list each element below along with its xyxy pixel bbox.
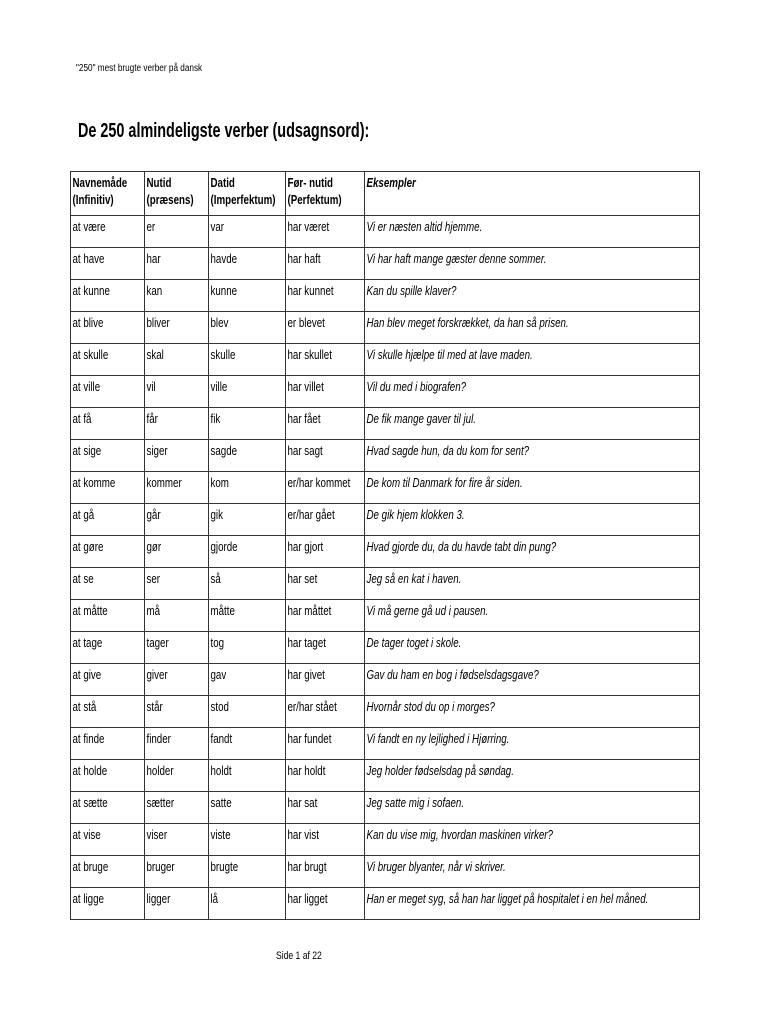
cell-eksempel	[365, 312, 700, 344]
table-row	[71, 440, 700, 472]
cell-nutid-text: er	[146, 219, 156, 234]
table-row	[71, 248, 700, 280]
cell-eksempel-text: Vi skulle hjælpe til med at lave maden.	[366, 347, 533, 362]
page-number: Side 1 af 22	[276, 950, 322, 962]
cell-eksempel-text: Vi må gerne gå ud i pausen.	[366, 603, 489, 618]
cell-infinitiv	[71, 568, 145, 600]
cell-perfektum	[286, 408, 365, 440]
cell-nutid-text: ser	[146, 571, 161, 586]
cell-nutid	[145, 248, 209, 280]
cell-datid	[209, 312, 286, 344]
cell-perfektum-text: har brugt	[287, 859, 327, 874]
cell-datid	[209, 856, 286, 888]
cell-perfektum	[286, 248, 365, 280]
cell-eksempel-text: Kan du spille klaver?	[366, 283, 457, 298]
cell-nutid-text: skal	[146, 347, 164, 362]
table-row	[71, 888, 700, 920]
cell-datid-text: gjorde	[210, 539, 238, 554]
cell-eksempel	[365, 632, 700, 664]
cell-perfektum-text: har fået	[287, 411, 321, 426]
cell-perfektum-text: har taget	[287, 635, 326, 650]
cell-datid-text: fandt	[210, 731, 233, 746]
cell-nutid	[145, 344, 209, 376]
cell-perfektum-text: har set	[287, 571, 318, 586]
cell-infinitiv-text: at vise	[72, 827, 101, 842]
cell-infinitiv	[71, 216, 145, 248]
cell-infinitiv-text: at bruge	[72, 859, 109, 874]
cell-infinitiv	[71, 536, 145, 568]
cell-datid	[209, 472, 286, 504]
cell-infinitiv	[71, 440, 145, 472]
cell-datid-text: stod	[210, 699, 229, 714]
cell-perfektum-text: har haft	[287, 251, 321, 266]
cell-nutid	[145, 408, 209, 440]
cell-infinitiv-text: at ville	[72, 379, 101, 394]
cell-infinitiv-text: at få	[72, 411, 92, 426]
cell-eksempel	[365, 728, 700, 760]
cell-datid-text: måtte	[210, 603, 235, 618]
cell-datid	[209, 408, 286, 440]
cell-perfektum	[286, 472, 365, 504]
cell-nutid	[145, 568, 209, 600]
cell-datid	[209, 632, 286, 664]
cell-nutid-text: bliver	[146, 315, 170, 330]
cell-nutid-text: får	[146, 411, 158, 426]
column-header-sublabel: (Infinitiv)	[72, 192, 114, 207]
cell-datid	[209, 728, 286, 760]
column-header-eksempler	[365, 172, 700, 216]
cell-eksempel	[365, 472, 700, 504]
table-row	[71, 536, 700, 568]
cell-nutid	[145, 440, 209, 472]
table-row	[71, 856, 700, 888]
cell-datid	[209, 248, 286, 280]
cell-perfektum	[286, 760, 365, 792]
cell-nutid-text: bruger	[146, 859, 175, 874]
cell-datid	[209, 504, 286, 536]
table-row	[71, 408, 700, 440]
cell-infinitiv-text: at sætte	[72, 795, 108, 810]
cell-eksempel-text: Hvornår stod du op i morges?	[366, 699, 495, 714]
cell-perfektum	[286, 216, 365, 248]
table-row	[71, 344, 700, 376]
cell-datid-text: holdt	[210, 763, 232, 778]
cell-eksempel	[365, 376, 700, 408]
cell-perfektum	[286, 792, 365, 824]
cell-nutid	[145, 792, 209, 824]
table-row	[71, 792, 700, 824]
cell-infinitiv-text: at kunne	[72, 283, 110, 298]
table-row	[71, 216, 700, 248]
cell-nutid	[145, 280, 209, 312]
cell-infinitiv-text: at skulle	[72, 347, 109, 362]
column-header-sublabel: (Imperfektum)	[210, 192, 276, 207]
cell-perfektum-text: har sagt	[287, 443, 323, 458]
column-header-sublabel: (Perfektum)	[287, 192, 342, 207]
cell-eksempel-text: Kan du vise mig, hvordan maskinen virker?	[366, 827, 553, 842]
table-header-row	[71, 172, 700, 216]
table-row	[71, 600, 700, 632]
cell-infinitiv	[71, 472, 145, 504]
cell-infinitiv	[71, 888, 145, 920]
cell-nutid-text: tager	[146, 635, 169, 650]
cell-eksempel-text: Han blev meget forskrækket, da han så prisen.	[366, 315, 569, 330]
cell-datid	[209, 568, 286, 600]
cell-infinitiv	[71, 632, 145, 664]
cell-datid	[209, 696, 286, 728]
cell-eksempel	[365, 856, 700, 888]
cell-perfektum	[286, 856, 365, 888]
cell-perfektum-text: har måttet	[287, 603, 332, 618]
cell-infinitiv-text: at finde	[72, 731, 105, 746]
cell-nutid	[145, 600, 209, 632]
cell-eksempel	[365, 408, 700, 440]
cell-datid	[209, 536, 286, 568]
cell-datid-text: tog	[210, 635, 225, 650]
cell-nutid-text: har	[146, 251, 161, 266]
cell-eksempel	[365, 696, 700, 728]
cell-perfektum	[286, 312, 365, 344]
cell-datid-text: skulle	[210, 347, 236, 362]
column-header-perfektum	[286, 172, 365, 216]
verb-table	[70, 171, 700, 920]
cell-nutid-text: må	[146, 603, 161, 618]
cell-perfektum	[286, 728, 365, 760]
cell-datid-text: satte	[210, 795, 232, 810]
cell-infinitiv-text: at komme	[72, 475, 116, 490]
cell-nutid-text: kommer	[146, 475, 182, 490]
cell-perfektum-text: er blevet	[287, 315, 325, 330]
cell-datid-text: var	[210, 219, 225, 234]
cell-infinitiv	[71, 312, 145, 344]
cell-perfektum	[286, 440, 365, 472]
cell-infinitiv-text: at tage	[72, 635, 103, 650]
cell-infinitiv	[71, 408, 145, 440]
cell-eksempel-text: De gik hjem klokken 3.	[366, 507, 465, 522]
table-row	[71, 696, 700, 728]
cell-infinitiv	[71, 376, 145, 408]
cell-datid	[209, 440, 286, 472]
cell-datid-text: kom	[210, 475, 229, 490]
cell-eksempel	[365, 760, 700, 792]
cell-infinitiv-text: at gå	[72, 507, 95, 522]
cell-datid	[209, 376, 286, 408]
cell-eksempel	[365, 504, 700, 536]
cell-nutid-text: gør	[146, 539, 162, 554]
cell-eksempel-text: Jeg holder fødselsdag på søndag.	[366, 763, 514, 778]
cell-datid	[209, 344, 286, 376]
cell-eksempel-text: Han er meget syg, så han har ligget på hospitalet i en hel måned.	[366, 891, 649, 906]
cell-nutid	[145, 664, 209, 696]
table-row	[71, 312, 700, 344]
cell-eksempel-text: Jeg så en kat i haven.	[366, 571, 462, 586]
cell-eksempel	[365, 344, 700, 376]
cell-eksempel-text: Hvad sagde hun, da du kom for sent?	[366, 443, 530, 458]
cell-nutid-text: ligger	[146, 891, 171, 906]
cell-nutid-text: finder	[146, 731, 171, 746]
cell-infinitiv-text: at måtte	[72, 603, 108, 618]
cell-datid-text: så	[210, 571, 221, 586]
cell-infinitiv	[71, 600, 145, 632]
cell-perfektum-text: har sat	[287, 795, 318, 810]
cell-datid-text: havde	[210, 251, 238, 266]
cell-infinitiv-text: at holde	[72, 763, 108, 778]
cell-datid	[209, 888, 286, 920]
cell-eksempel-text: Vi er næsten altid hjemme.	[366, 219, 483, 234]
cell-perfektum	[286, 280, 365, 312]
cell-eksempel	[365, 440, 700, 472]
cell-nutid	[145, 728, 209, 760]
column-header-label: Navnemåde	[72, 175, 128, 190]
cell-perfektum-text: er/har stået	[287, 699, 337, 714]
cell-nutid-text: giver	[146, 667, 168, 682]
column-header-nutid	[145, 172, 209, 216]
cell-infinitiv	[71, 344, 145, 376]
cell-nutid	[145, 504, 209, 536]
cell-datid-text: brugte	[210, 859, 239, 874]
table-row	[71, 664, 700, 696]
cell-nutid	[145, 376, 209, 408]
cell-eksempel	[365, 824, 700, 856]
cell-nutid-text: sætter	[146, 795, 175, 810]
cell-perfektum-text: har ligget	[287, 891, 328, 906]
cell-datid-text: sagde	[210, 443, 238, 458]
cell-perfektum	[286, 888, 365, 920]
cell-infinitiv	[71, 824, 145, 856]
cell-eksempel-text: De kom til Danmark for fire år siden.	[366, 475, 523, 490]
cell-eksempel-text: De tager toget i skole.	[366, 635, 462, 650]
cell-eksempel-text: Jeg satte mig i sofaen.	[366, 795, 465, 810]
cell-eksempel	[365, 248, 700, 280]
cell-perfektum-text: er/har gået	[287, 507, 335, 522]
table-row	[71, 280, 700, 312]
cell-infinitiv	[71, 856, 145, 888]
cell-infinitiv-text: at se	[72, 571, 94, 586]
cell-nutid-text: holder	[146, 763, 174, 778]
cell-datid-text: fik	[210, 411, 221, 426]
column-header-label: Før- nutid	[287, 175, 333, 190]
cell-perfektum	[286, 536, 365, 568]
cell-nutid	[145, 216, 209, 248]
cell-infinitiv-text: at ligge	[72, 891, 104, 906]
cell-datid-text: ville	[210, 379, 228, 394]
cell-nutid	[145, 824, 209, 856]
cell-infinitiv-text: at gøre	[72, 539, 104, 554]
cell-perfektum	[286, 600, 365, 632]
cell-eksempel-text: Vi fandt en ny lejlighed i Hjørring.	[366, 731, 510, 746]
cell-perfektum	[286, 376, 365, 408]
cell-nutid-text: viser	[146, 827, 168, 842]
column-header-infinitiv	[71, 172, 145, 216]
cell-infinitiv-text: at stå	[72, 699, 97, 714]
cell-nutid-text: kan	[146, 283, 163, 298]
page-header: "250" mest brugte verber på dansk	[76, 63, 203, 74]
cell-nutid	[145, 760, 209, 792]
cell-nutid	[145, 536, 209, 568]
cell-datid	[209, 600, 286, 632]
table-row	[71, 472, 700, 504]
cell-perfektum-text: har gjort	[287, 539, 324, 554]
cell-datid	[209, 792, 286, 824]
column-header-sublabel: (præsens)	[146, 192, 194, 207]
cell-infinitiv-text: at sige	[72, 443, 102, 458]
table-row	[71, 568, 700, 600]
cell-datid	[209, 664, 286, 696]
cell-perfektum-text: har været	[287, 219, 330, 234]
cell-perfektum-text: er/har kommet	[287, 475, 351, 490]
cell-eksempel	[365, 216, 700, 248]
cell-nutid-text: siger	[146, 443, 168, 458]
cell-eksempel	[365, 792, 700, 824]
cell-perfektum	[286, 632, 365, 664]
cell-perfektum	[286, 344, 365, 376]
cell-infinitiv	[71, 696, 145, 728]
cell-nutid	[145, 632, 209, 664]
table-row	[71, 632, 700, 664]
cell-infinitiv	[71, 248, 145, 280]
cell-datid-text: gik	[210, 507, 223, 522]
cell-eksempel-text: Vi har haft mange gæster denne sommer.	[366, 251, 547, 266]
cell-datid-text: gav	[210, 667, 227, 682]
cell-perfektum	[286, 696, 365, 728]
table-row	[71, 728, 700, 760]
cell-eksempel	[365, 568, 700, 600]
cell-datid-text: viste	[210, 827, 231, 842]
cell-perfektum-text: har villet	[287, 379, 324, 394]
cell-nutid	[145, 312, 209, 344]
cell-nutid-text: går	[146, 507, 161, 522]
column-header-label: Datid	[210, 175, 235, 190]
cell-datid	[209, 760, 286, 792]
document-title: De 250 almindeligste verber (udsagnsord):	[78, 120, 370, 142]
table-row	[71, 824, 700, 856]
cell-perfektum	[286, 568, 365, 600]
cell-perfektum-text: har givet	[287, 667, 325, 682]
cell-infinitiv	[71, 664, 145, 696]
cell-perfektum-text: har holdt	[287, 763, 326, 778]
cell-nutid-text: står	[146, 699, 163, 714]
cell-nutid	[145, 472, 209, 504]
cell-datid-text: blev	[210, 315, 229, 330]
cell-eksempel-text: Vi bruger blyanter, når vi skriver.	[366, 859, 506, 874]
cell-infinitiv-text: at være	[72, 219, 106, 234]
column-header-datid	[209, 172, 286, 216]
column-header-label: Nutid	[146, 175, 172, 190]
cell-datid	[209, 280, 286, 312]
cell-datid-text: lå	[210, 891, 219, 906]
cell-eksempel-text: Gav du ham en bog i fødselsdagsgave?	[366, 667, 539, 682]
cell-perfektum-text: har vist	[287, 827, 319, 842]
cell-infinitiv	[71, 280, 145, 312]
cell-datid	[209, 216, 286, 248]
verb-table-body	[71, 216, 700, 920]
column-header-label: Eksempler	[366, 175, 416, 190]
cell-infinitiv	[71, 504, 145, 536]
cell-infinitiv-text: at have	[72, 251, 105, 266]
cell-eksempel-text: Hvad gjorde du, da du havde tabt din pung?	[366, 539, 557, 554]
cell-eksempel	[365, 600, 700, 632]
cell-infinitiv-text: at blive	[72, 315, 104, 330]
table-row	[71, 504, 700, 536]
cell-infinitiv	[71, 792, 145, 824]
cell-nutid-text: vil	[146, 379, 156, 394]
cell-perfektum	[286, 664, 365, 696]
cell-perfektum	[286, 824, 365, 856]
cell-eksempel	[365, 888, 700, 920]
cell-eksempel	[365, 664, 700, 696]
cell-infinitiv-text: at give	[72, 667, 102, 682]
cell-perfektum-text: har kunnet	[287, 283, 334, 298]
cell-datid	[209, 824, 286, 856]
cell-nutid	[145, 696, 209, 728]
cell-infinitiv	[71, 760, 145, 792]
table-row	[71, 760, 700, 792]
cell-eksempel	[365, 280, 700, 312]
cell-perfektum-text: har skullet	[287, 347, 332, 362]
cell-eksempel	[365, 536, 700, 568]
cell-eksempel-text: De fik mange gaver til jul.	[366, 411, 476, 426]
cell-nutid	[145, 856, 209, 888]
table-row	[71, 376, 700, 408]
cell-datid-text: kunne	[210, 283, 238, 298]
cell-nutid	[145, 888, 209, 920]
cell-infinitiv	[71, 728, 145, 760]
cell-perfektum	[286, 504, 365, 536]
cell-eksempel-text: Vil du med i biografen?	[366, 379, 467, 394]
cell-perfektum-text: har fundet	[287, 731, 332, 746]
